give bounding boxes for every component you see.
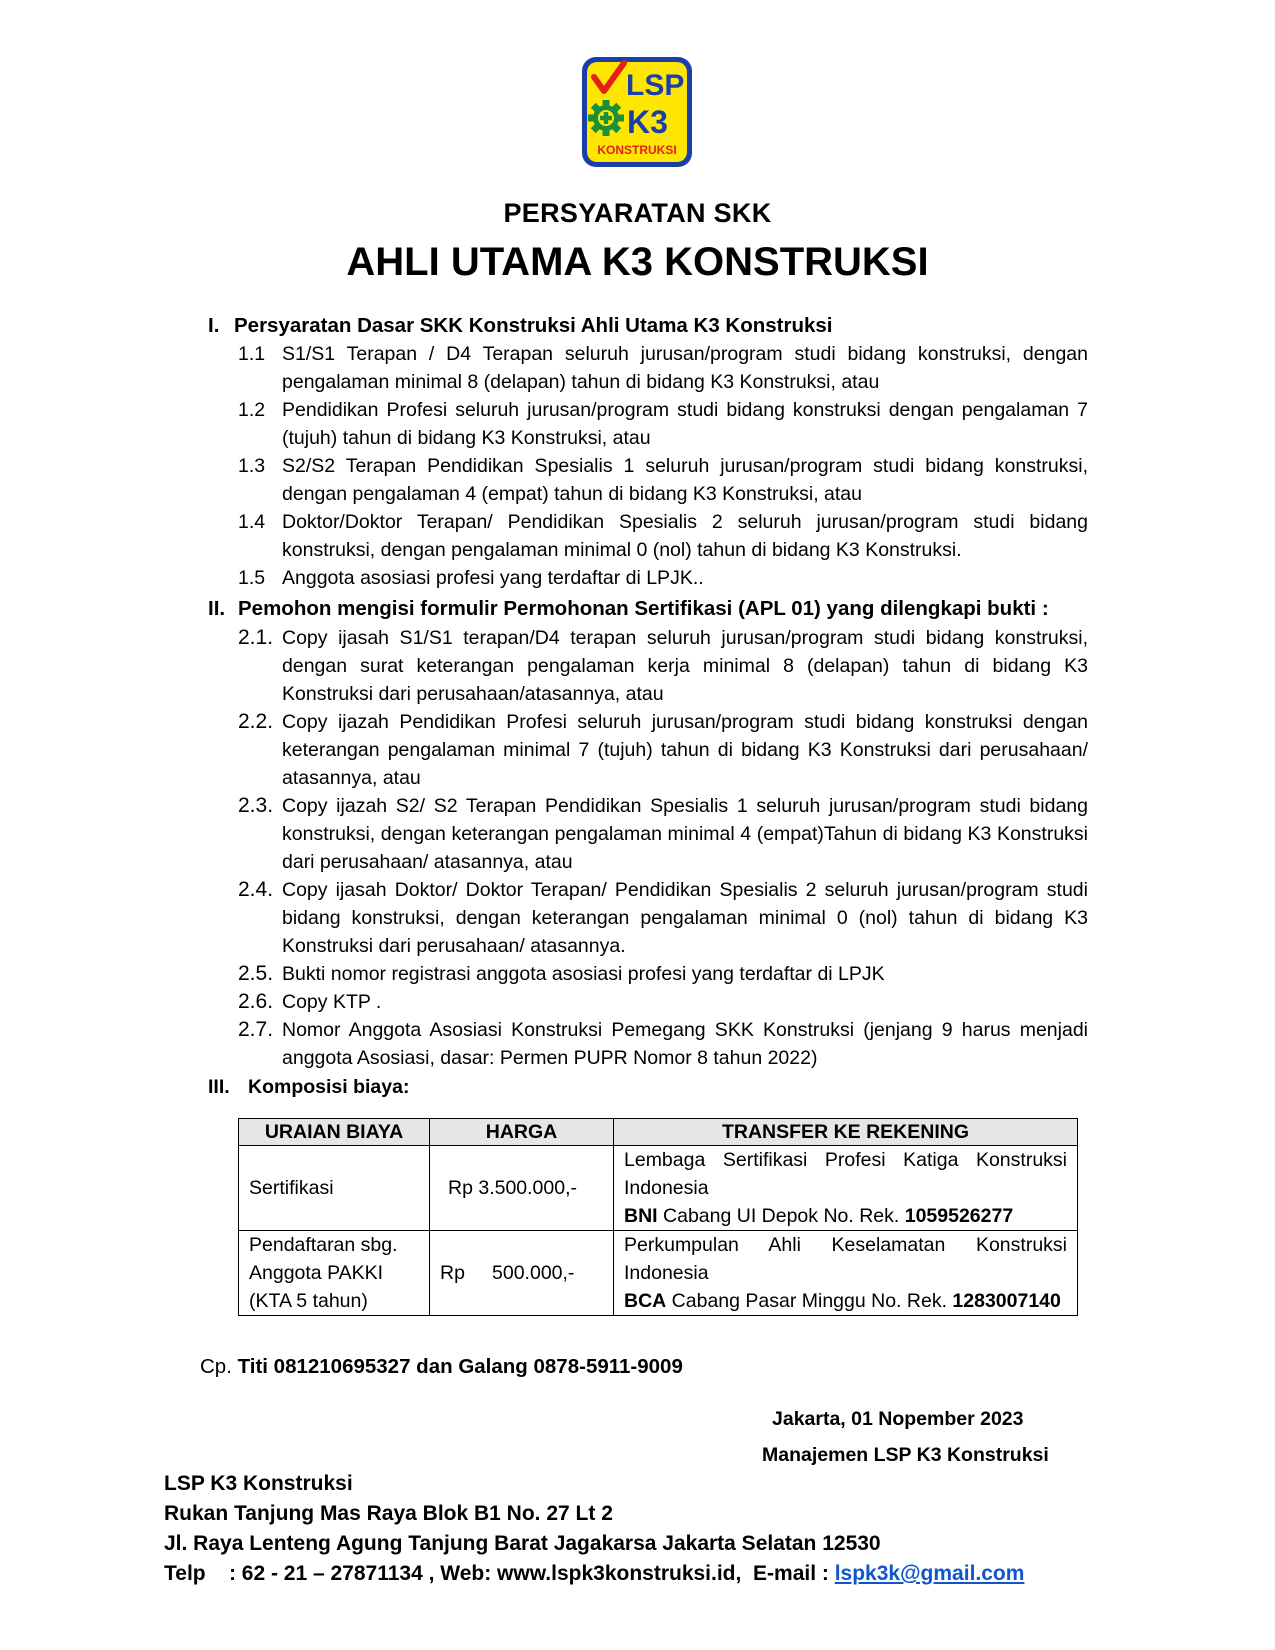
item-number: 1.1 xyxy=(238,343,266,365)
list-item xyxy=(238,452,1088,508)
item-text: S2/S2 Terapan Pendidikan Spesialis 1 seluruh jurusan/program studi bidang konstruksi, dengan pengalaman 4 (empat) tahun di bidang K3 Konstruksi, atau xyxy=(282,455,1088,505)
list-item xyxy=(238,624,1088,708)
place-date: Jakarta, 01 Nopember 2023 xyxy=(772,1408,1024,1430)
bank-branch: Cabang Pasar Minggu No. Rek. xyxy=(666,1290,953,1312)
logo-lsp-text: LSP xyxy=(626,69,685,102)
bank-name: BNI xyxy=(624,1205,658,1227)
item-number: 2.7. xyxy=(238,1018,274,1041)
cost-description: Pendaftaran sbg. Anggota PAKKI (KTA 5 tahun) xyxy=(239,1231,430,1316)
item-text: Copy KTP . xyxy=(282,991,382,1013)
item-text: Nomor Anggota Asosiasi Konstruksi Pemegang SKK Konstruksi (jenjang 9 harus menjadi anggota Asosiasi, dasar: Permen PUPR Nomor 8 tahun 2022) xyxy=(282,1019,1088,1069)
bank-info xyxy=(614,1231,1078,1316)
gear-icon xyxy=(588,100,624,136)
bank-account-name: Perkumpulan Ahli Keselamatan Konstruksi Indonesia xyxy=(624,1234,1067,1284)
cost-description: Sertifikasi xyxy=(239,1146,430,1231)
list-item xyxy=(238,708,1088,792)
list-item xyxy=(238,792,1088,876)
item-text: Copy ijazah S2/ S2 Terapan Pendidikan Spesialis 1 seluruh jurusan/program studi bidang konstruksi, dengan keterangan pengalaman minimal 4 (empat)Tahun di bidang K3 Konstruksi dari perusahaan/ atasannya, atau xyxy=(282,795,1088,873)
list-item xyxy=(238,564,1088,592)
item-text: Copy ijasah S1/S1 terapan/D4 terapan seluruh jurusan/program studi bidang konstruksi, dengan surat keterangan pengalaman kerja minimal 8 (delapan) tahun di bidang K3 Konstruksi dari perusahaan/atasannya, atau xyxy=(282,627,1088,705)
item-number: 2.5. xyxy=(238,962,274,985)
list-item xyxy=(238,988,1088,1016)
column-header: URAIAN BIAYA xyxy=(239,1119,430,1146)
bank-account-line xyxy=(624,1287,1067,1315)
footer-org-name: LSP K3 Konstruksi xyxy=(164,1472,353,1495)
section-2-number: II. xyxy=(208,597,226,620)
item-number: 1.3 xyxy=(238,455,266,477)
table-row xyxy=(239,1231,1078,1316)
item-text: Pendidikan Profesi seluruh jurusan/program studi bidang konstruksi dengan pengalaman 7 (tujuh) tahun di bidang K3 Konstruksi, atau xyxy=(282,399,1088,449)
cost-price xyxy=(430,1231,614,1316)
lsp-k3-logo xyxy=(580,55,694,169)
item-number: 1.4 xyxy=(238,511,266,533)
section-1-title: Persyaratan Dasar SKK Konstruksi Ahli Utama K3 Konstruksi xyxy=(234,314,833,337)
cost-price: Rp 3.500.000,- xyxy=(430,1146,614,1231)
footer-phone-web: Telp : 62 - 21 – 27871134 , Web: www.lspk3konstruksi.id, E-mail : xyxy=(164,1562,835,1585)
section-1-heading xyxy=(208,314,833,338)
contact-text: Titi 081210695327 dan Galang 0878-5911-9009 xyxy=(237,1355,683,1378)
section-3-heading xyxy=(208,1076,409,1099)
email-link[interactable]: lspk3k@gmail.com xyxy=(834,1562,1025,1585)
list-item xyxy=(238,1016,1088,1072)
document-title: AHLI UTAMA K3 KONSTRUKSI xyxy=(346,240,929,284)
item-number: 1.5 xyxy=(238,567,266,589)
item-text: S1/S1 Terapan / D4 Terapan seluruh jurusan/program studi bidang konstruksi, dengan pengalaman minimal 8 (delapan) tahun di bidang K3 Konstruksi, atau xyxy=(282,343,1088,393)
table-header-row xyxy=(239,1119,1078,1146)
footer-address-2: Jl. Raya Lenteng Agung Tanjung Barat Jagakarsa Jakarta Selatan 12530 xyxy=(164,1532,881,1555)
item-number: 2.2. xyxy=(238,710,274,733)
table-row xyxy=(239,1146,1078,1231)
section-2-title: Pemohon mengisi formulir Permohonan Sertifikasi (APL 01) yang dilengkapi bukti : xyxy=(238,597,1049,620)
item-text: Doktor/Doktor Terapan/ Pendidikan Spesialis 2 seluruh jurusan/program studi bidang konstruksi, dengan pengalaman minimal 0 (nol) tahun di bidang K3 Konstruksi. xyxy=(282,511,1088,561)
footer-contact xyxy=(164,1562,1024,1586)
item-number: 2.6. xyxy=(238,990,274,1013)
list-item xyxy=(238,396,1088,452)
item-number: 2.3. xyxy=(238,794,274,817)
logo-konstruksi-text: KONSTRUKSI xyxy=(597,143,677,157)
section-1-number: I. xyxy=(208,314,220,337)
cost-table xyxy=(238,1118,1078,1316)
footer-address-1: Rukan Tanjung Mas Raya Blok B1 No. 27 Lt 2 xyxy=(164,1502,613,1525)
item-number: 1.2 xyxy=(238,399,266,421)
bank-account-number: 1059526277 xyxy=(904,1205,1014,1227)
contact-person xyxy=(200,1355,683,1379)
item-number: 2.4. xyxy=(238,878,274,901)
section-2-heading xyxy=(208,597,1049,621)
item-text: Copy ijazah Pendidikan Profesi seluruh jurusan/program studi bidang konstruksi dengan keterangan pengalaman minimal 7 (tujuh) tahun di bidang K3 Konstruksi dari perusahaan/ atasannya, atau xyxy=(282,711,1088,789)
section-3-title: Komposisi biaya: xyxy=(248,1076,410,1098)
bank-name: BCA xyxy=(624,1290,667,1312)
item-text: Anggota asosiasi profesi yang terdaftar di LPJK.. xyxy=(282,567,704,589)
bank-branch: Cabang UI Depok No. Rek. xyxy=(657,1205,905,1227)
bank-account-line xyxy=(624,1202,1067,1230)
bank-account-number: 1283007140 xyxy=(952,1290,1061,1312)
column-header: TRANSFER KE REKENING xyxy=(614,1119,1078,1146)
list-item xyxy=(238,960,1088,988)
bank-account-name: Lembaga Sertifikasi Profesi Katiga Konstruksi Indonesia xyxy=(624,1149,1067,1199)
section-3-number: III. xyxy=(208,1076,230,1098)
document-subtitle: PERSYARATAN SKK xyxy=(503,198,772,228)
logo-k3-text: K3 xyxy=(627,104,668,140)
contact-prefix: Cp. xyxy=(200,1355,238,1378)
cost-price-value: Rp 500.000,- xyxy=(440,1262,575,1284)
list-item xyxy=(238,508,1088,564)
item-text: Copy ijasah Doktor/ Doktor Terapan/ Pendidikan Spesialis 2 seluruh jurusan/program studi bidang konstruksi, dengan keterangan pengalaman minimal 0 (nol) tahun di bidang K3 Konstruksi dari perusahaan/ atasannya. xyxy=(282,879,1088,957)
list-item xyxy=(238,340,1088,396)
column-header: HARGA xyxy=(430,1119,614,1146)
item-number: 2.1. xyxy=(238,626,274,649)
list-item xyxy=(238,876,1088,960)
item-text: Bukti nomor registrasi anggota asosiasi profesi yang terdaftar di LPJK xyxy=(282,963,885,985)
signatory: Manajemen LSP K3 Konstruksi xyxy=(762,1444,1049,1466)
bank-info xyxy=(614,1146,1078,1231)
